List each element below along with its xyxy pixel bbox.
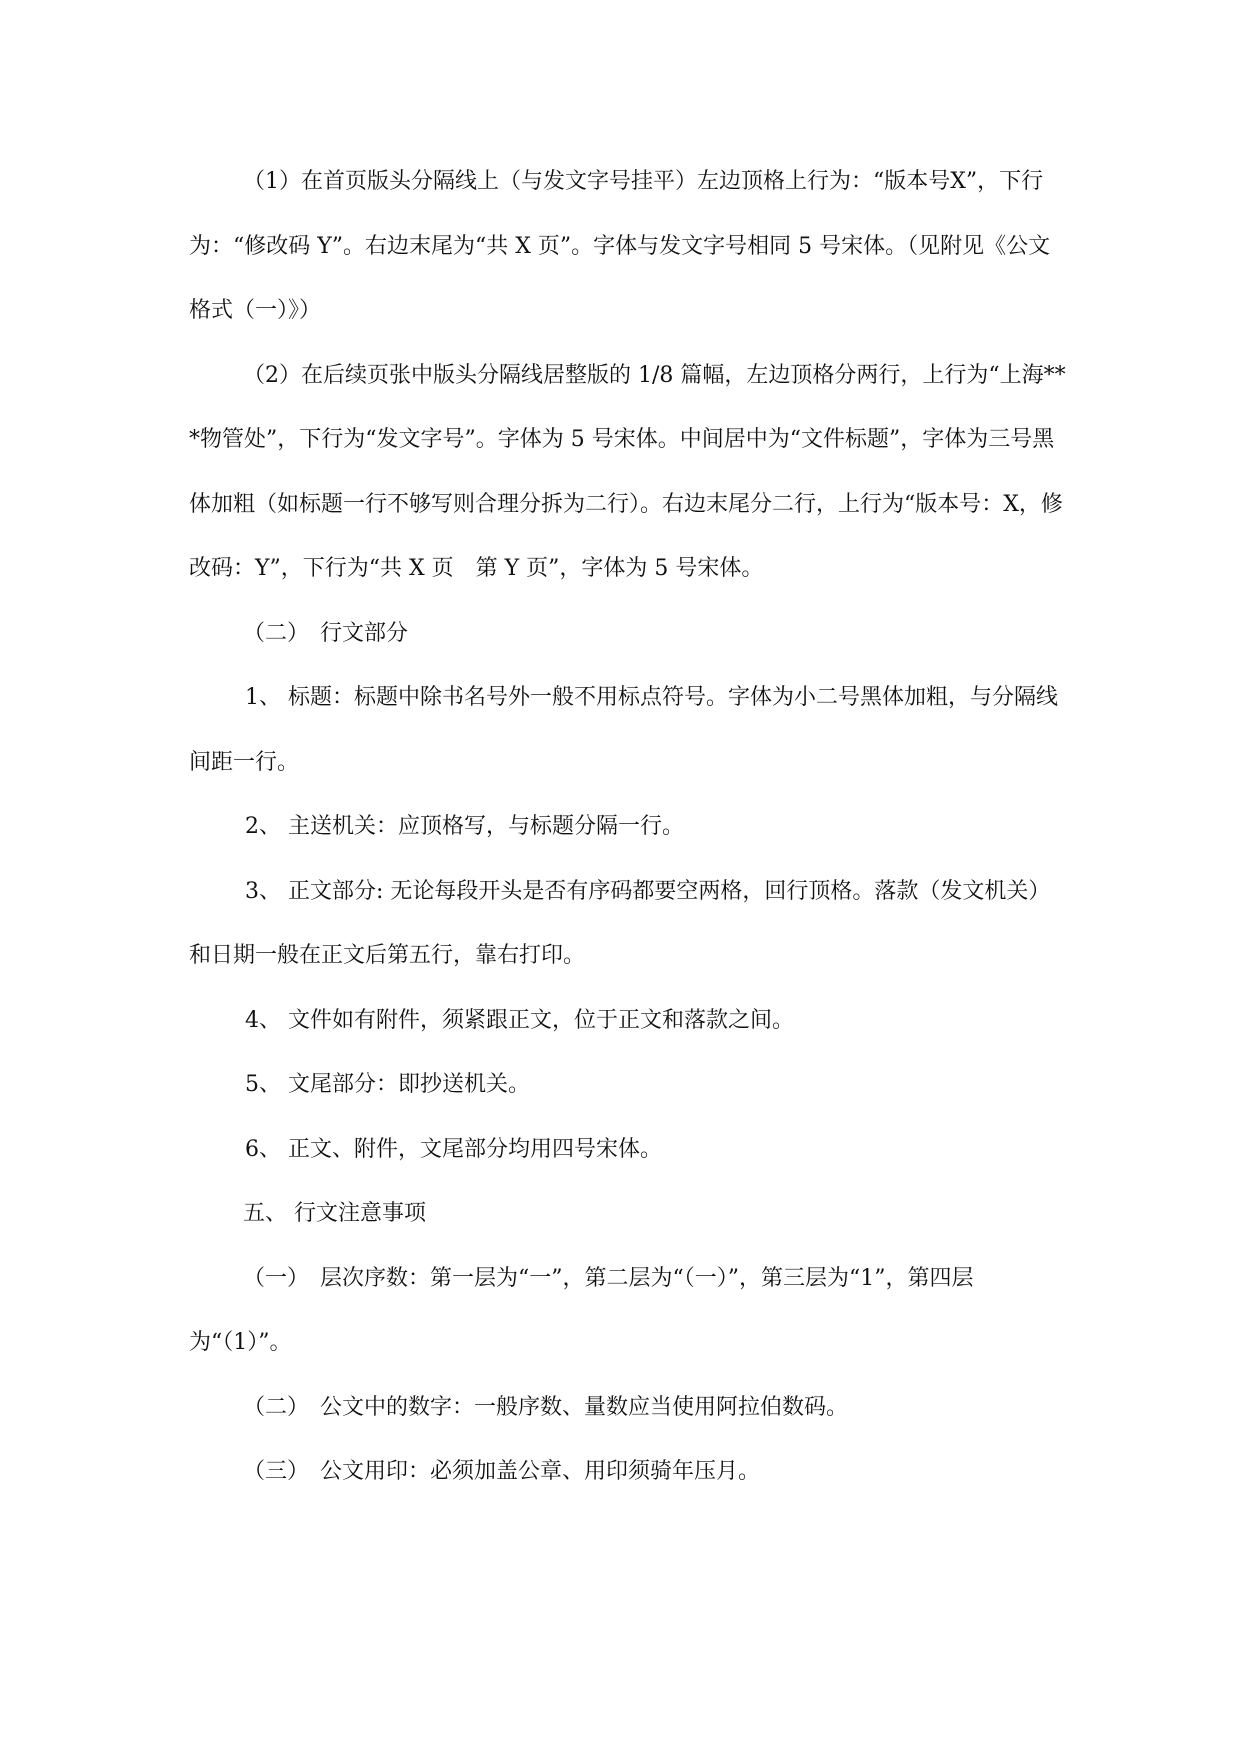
paragraph-first-page-header: （1）在首页版头分隔线上（与发文字号挂平）左边顶格上行为：“版本号X”，下行为：“修改码 Y”。右边末尾为“共 X 页”。字体与发文字号相同 5 号宋体。（见附见《公文格式（一）》）	[189, 169, 1051, 323]
paragraph-ending-rule: 5、 文尾部分：即抄送机关。	[245, 1072, 530, 1097]
paragraph-following-page-header: （2）在后续页张中版头分隔线居整版的 1/8 篇幅，左边顶格分两行，上行为“上海***物管处”，下行为“发文字号”。字体为 5 号宋体。中间居中为“文件标题”，字体为三号黑体加粗（如标题一行不够写则合理分拆为二行）。右边末尾分二行，上行为“版本号：X，修改码：Y”，下行为“共 X 页 第 Y 页”，字体为 5 号宋体。	[189, 362, 1066, 581]
section-heading-body-part: （二） 行文部分	[243, 620, 409, 646]
paragraph-attachment-rule: 4、 文件如有附件，须紧跟正文，位于正文和落款之间。	[245, 1007, 794, 1033]
paragraph-seal-rule: （三） 公文用印：必须加盖公章、用印须骑年压月。	[243, 1459, 761, 1484]
paragraph-numbering-levels: （一） 层次序数：第一层为“一”，第二层为“（一）”，第三层为“1”，第四层为“（1）”。	[189, 1265, 974, 1355]
paragraph-recipient-rule: 2、 主送机关：应顶格写，与标题分隔一行。	[245, 814, 684, 839]
paragraph-numbers-rule: （二） 公文中的数字：一般序数、量数应当使用阿拉伯数码。	[243, 1394, 849, 1420]
paragraph-body-rule: 3、 正文部分: 无论每段开头是否有序码都要空两格，回行顶格。落款（发文机关）和日期一般在正文后第五行，靠右打印。	[189, 878, 1051, 968]
paragraph-font-rule: 6、 正文、附件，文尾部分均用四号宋体。	[245, 1136, 662, 1162]
section-heading-notes: 五、 行文注意事项	[243, 1201, 426, 1226]
paragraph-title-rule: 1、 标题：标题中除书名号外一般不用标点符号。字体为小二号黑体加粗，与分隔线间距一行。	[189, 685, 1058, 775]
document-body	[189, 150, 1069, 1505]
